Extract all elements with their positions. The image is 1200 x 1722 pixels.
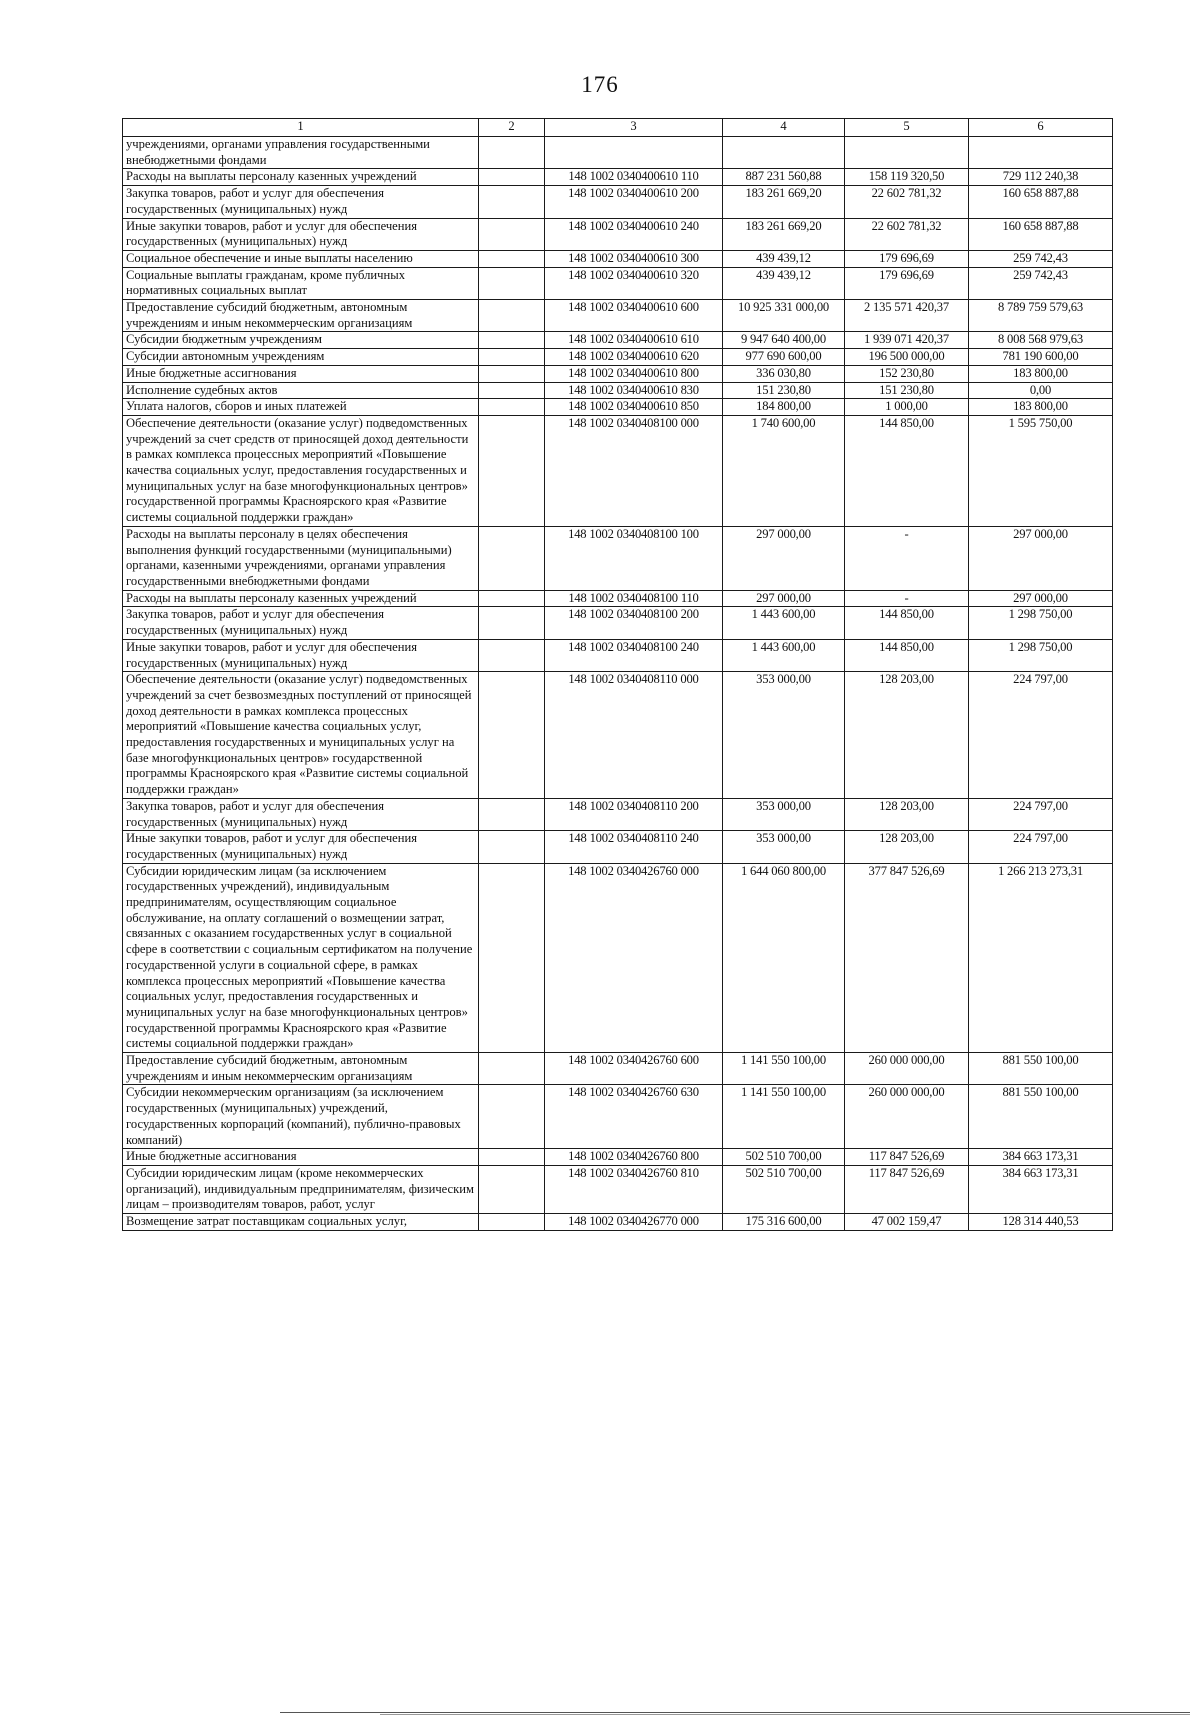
row-name: Субсидии юридическим лицам (кроме некоммерческих организаций), индивидуальным предпринимателям, физическим лицам – производителям товаров, работ, услуг [123, 1166, 479, 1214]
row-name: Закупка товаров, работ и услуг для обеспечения государственных (муниципальных) нужд [123, 607, 479, 639]
row-amount-6: 1 298 750,00 [969, 639, 1113, 671]
row-amount-6: 224 797,00 [969, 831, 1113, 863]
row-amount-6: 128 314 440,53 [969, 1214, 1113, 1231]
row-amount-6: 1 298 750,00 [969, 607, 1113, 639]
row-col2 [479, 169, 545, 186]
row-amount-5: - [845, 590, 969, 607]
row-amount-5: 151 230,80 [845, 382, 969, 399]
row-amount-5: 2 135 571 420,37 [845, 300, 969, 332]
table-row [123, 863, 1113, 1052]
row-amount-5: 47 002 159,47 [845, 1214, 969, 1231]
row-name: Социальное обеспечение и иные выплаты населению [123, 250, 479, 267]
row-amount-6: 297 000,00 [969, 526, 1113, 590]
budget-table [122, 118, 1113, 1231]
table-row [123, 349, 1113, 366]
row-col2 [479, 863, 545, 1052]
row-code: 148 1002 0340400610 830 [545, 382, 723, 399]
row-amount-4: 151 230,80 [723, 382, 845, 399]
row-amount-4: 9 947 640 400,00 [723, 332, 845, 349]
row-name: Закупка товаров, работ и услуг для обеспечения государственных (муниципальных) нужд [123, 798, 479, 830]
row-amount-6: 224 797,00 [969, 798, 1113, 830]
row-col2 [479, 186, 545, 218]
row-amount-5: 196 500 000,00 [845, 349, 969, 366]
row-amount-4: 1 141 550 100,00 [723, 1085, 845, 1149]
table-row [123, 382, 1113, 399]
row-col2 [479, 250, 545, 267]
header-col-5: 5 [845, 119, 969, 137]
table-row [123, 300, 1113, 332]
table-row [123, 1053, 1113, 1085]
table-body [123, 137, 1113, 1231]
table-row [123, 1166, 1113, 1214]
table-row [123, 365, 1113, 382]
row-amount-4: 1 141 550 100,00 [723, 1053, 845, 1085]
row-amount-5: 144 850,00 [845, 639, 969, 671]
row-amount-6: 881 550 100,00 [969, 1053, 1113, 1085]
table-row [123, 639, 1113, 671]
row-col2 [479, 1149, 545, 1166]
table-row [123, 186, 1113, 218]
row-amount-5: 144 850,00 [845, 607, 969, 639]
row-name: Расходы на выплаты персоналу в целях обеспечения выполнения функций государственными (муниципальными) органами, казенными учреждениями, органами управления государственными внебюджетными фондами [123, 526, 479, 590]
row-col2 [479, 399, 545, 416]
row-amount-5: 128 203,00 [845, 798, 969, 830]
row-name: Субсидии автономным учреждениям [123, 349, 479, 366]
row-col2 [479, 1166, 545, 1214]
row-amount-6: 183 800,00 [969, 399, 1113, 416]
row-amount-6: 729 112 240,38 [969, 169, 1113, 186]
row-col2 [479, 267, 545, 299]
row-name: Возмещение затрат поставщикам социальных услуг, [123, 1214, 479, 1231]
row-amount-5: 260 000 000,00 [845, 1053, 969, 1085]
row-amount-5: 128 203,00 [845, 831, 969, 863]
table-row [123, 831, 1113, 863]
row-amount-6: 1 266 213 273,31 [969, 863, 1113, 1052]
row-name: Закупка товаров, работ и услуг для обеспечения государственных (муниципальных) нужд [123, 186, 479, 218]
row-amount-4: 175 316 600,00 [723, 1214, 845, 1231]
row-amount-5: 117 847 526,69 [845, 1166, 969, 1214]
row-amount-5: 158 119 320,50 [845, 169, 969, 186]
row-amount-4: 1 644 060 800,00 [723, 863, 845, 1052]
row-amount-4: 353 000,00 [723, 831, 845, 863]
row-code: 148 1002 0340408100 110 [545, 590, 723, 607]
row-col2 [479, 415, 545, 526]
row-name: Расходы на выплаты персоналу казенных учреждений [123, 590, 479, 607]
row-code: 148 1002 0340408100 200 [545, 607, 723, 639]
row-code: 148 1002 0340426760 000 [545, 863, 723, 1052]
row-amount-4: 1 740 600,00 [723, 415, 845, 526]
row-amount-4: 183 261 669,20 [723, 186, 845, 218]
row-amount-6: 160 658 887,88 [969, 218, 1113, 250]
row-name: Иные закупки товаров, работ и услуг для обеспечения государственных (муниципальных) нужд [123, 218, 479, 250]
row-code [545, 137, 723, 169]
table-row [123, 332, 1113, 349]
table-row [123, 169, 1113, 186]
row-name: Предоставление субсидий бюджетным, автономным учреждениям и иным некоммерческим организациям [123, 300, 479, 332]
row-col2 [479, 526, 545, 590]
row-amount-5: 152 230,80 [845, 365, 969, 382]
row-col2 [479, 137, 545, 169]
row-col2 [479, 382, 545, 399]
table-row [123, 250, 1113, 267]
row-amount-4: 502 510 700,00 [723, 1166, 845, 1214]
row-amount-5: 1 939 071 420,37 [845, 332, 969, 349]
row-amount-4: 1 443 600,00 [723, 607, 845, 639]
row-amount-4: 183 261 669,20 [723, 218, 845, 250]
header-col-4: 4 [723, 119, 845, 137]
row-code: 148 1002 0340426770 000 [545, 1214, 723, 1231]
row-code: 148 1002 0340408100 100 [545, 526, 723, 590]
row-col2 [479, 1053, 545, 1085]
row-col2 [479, 365, 545, 382]
row-amount-6: 297 000,00 [969, 590, 1113, 607]
row-amount-5: 144 850,00 [845, 415, 969, 526]
row-amount-4: 977 690 600,00 [723, 349, 845, 366]
row-col2 [479, 300, 545, 332]
table-row [123, 137, 1113, 169]
header-row [123, 119, 1113, 137]
row-name: Обеспечение деятельности (оказание услуг) подведомственных учреждений за счет безвозмездных поступлений от приносящей доход деятельности в рамках комплекса процессных мероприятий «Повышение качества социальных услуг, предоставления государственных и муниципальных услуг на базе многофункциональных центров» государственной программы Красноярского края «Развитие системы социальной поддержки граждан» [123, 672, 479, 799]
footer-rule-secondary [380, 1714, 1190, 1715]
row-code: 148 1002 0340400610 200 [545, 186, 723, 218]
page-number: 176 [581, 72, 619, 97]
row-name: Иные бюджетные ассигнования [123, 1149, 479, 1166]
row-amount-6: 183 800,00 [969, 365, 1113, 382]
row-name: Обеспечение деятельности (оказание услуг) подведомственных учреждений за счет средств от приносящей доход деятельности в рамках комплекса процессных мероприятий «Повышение качества социальных услуг, предоставления государственных и муниципальных услуг на базе многофункциональных центров» государственной программы Красноярского края «Развитие системы социальной поддержки граждан» [123, 415, 479, 526]
row-amount-5: 128 203,00 [845, 672, 969, 799]
row-amount-4 [723, 137, 845, 169]
row-col2 [479, 798, 545, 830]
table-row [123, 607, 1113, 639]
row-amount-6: 160 658 887,88 [969, 186, 1113, 218]
row-amount-6: 259 742,43 [969, 250, 1113, 267]
row-code: 148 1002 0340426760 630 [545, 1085, 723, 1149]
row-name: учреждениями, органами управления государственными внебюджетными фондами [123, 137, 479, 169]
table-row [123, 798, 1113, 830]
row-col2 [479, 672, 545, 799]
row-code: 148 1002 0340400610 610 [545, 332, 723, 349]
row-amount-6: 8 008 568 979,63 [969, 332, 1113, 349]
row-amount-5: - [845, 526, 969, 590]
row-name: Субсидии юридическим лицам (за исключением государственных учреждений), индивидуальным предпринимателям, осуществляющим социальное обслуживание, на оплату соглашений о возмещении затрат, связанных с оказанием государственных услуг в социальной сфере в соответствии с социальным сертификатом на получение государственной услуги в социальной сфере, в рамках комплекса процессных мероприятий «Повышение качества социальных услуг, предоставления государственных и муниципальных услуг на базе многофункциональных центров» государственной программы Красноярского края «Развитие системы социальной поддержки граждан» [123, 863, 479, 1052]
row-name: Субсидии бюджетным учреждениям [123, 332, 479, 349]
row-code: 148 1002 0340400610 850 [545, 399, 723, 416]
row-amount-4: 502 510 700,00 [723, 1149, 845, 1166]
row-code: 148 1002 0340400610 240 [545, 218, 723, 250]
row-amount-6: 8 789 759 579,63 [969, 300, 1113, 332]
row-amount-4: 353 000,00 [723, 798, 845, 830]
row-col2 [479, 607, 545, 639]
row-code: 148 1002 0340400610 600 [545, 300, 723, 332]
row-amount-5: 22 602 781,32 [845, 218, 969, 250]
header-col-6: 6 [969, 119, 1113, 137]
row-name: Предоставление субсидий бюджетным, автономным учреждениям и иным некоммерческим организациям [123, 1053, 479, 1085]
row-amount-6: 259 742,43 [969, 267, 1113, 299]
row-code: 148 1002 0340426760 800 [545, 1149, 723, 1166]
table-row [123, 1085, 1113, 1149]
row-amount-6: 881 550 100,00 [969, 1085, 1113, 1149]
row-amount-5: 117 847 526,69 [845, 1149, 969, 1166]
row-amount-5: 179 696,69 [845, 267, 969, 299]
row-col2 [479, 639, 545, 671]
table-row [123, 267, 1113, 299]
row-amount-5: 179 696,69 [845, 250, 969, 267]
row-code: 148 1002 0340426760 600 [545, 1053, 723, 1085]
table-row [123, 590, 1113, 607]
row-code: 148 1002 0340400610 110 [545, 169, 723, 186]
row-col2 [479, 831, 545, 863]
row-amount-6: 0,00 [969, 382, 1113, 399]
table-row [123, 1149, 1113, 1166]
row-amount-6: 781 190 600,00 [969, 349, 1113, 366]
row-code: 148 1002 0340426760 810 [545, 1166, 723, 1214]
row-name: Расходы на выплаты персоналу казенных учреждений [123, 169, 479, 186]
footer-rule [280, 1712, 1190, 1713]
row-code: 148 1002 0340408100 240 [545, 639, 723, 671]
row-amount-4: 353 000,00 [723, 672, 845, 799]
row-amount-4: 184 800,00 [723, 399, 845, 416]
row-name: Уплата налогов, сборов и иных платежей [123, 399, 479, 416]
row-amount-6: 224 797,00 [969, 672, 1113, 799]
row-name: Социальные выплаты гражданам, кроме публичных нормативных социальных выплат [123, 267, 479, 299]
row-col2 [479, 1214, 545, 1231]
row-amount-6: 1 595 750,00 [969, 415, 1113, 526]
row-amount-6: 384 663 173,31 [969, 1166, 1113, 1214]
row-name: Исполнение судебных актов [123, 382, 479, 399]
row-amount-4: 297 000,00 [723, 590, 845, 607]
row-code: 148 1002 0340408110 240 [545, 831, 723, 863]
table-row [123, 399, 1113, 416]
row-name: Иные закупки товаров, работ и услуг для обеспечения государственных (муниципальных) нужд [123, 639, 479, 671]
row-amount-5 [845, 137, 969, 169]
row-amount-5: 1 000,00 [845, 399, 969, 416]
header-col-1: 1 [123, 119, 479, 137]
table-row [123, 1214, 1113, 1231]
row-col2 [479, 349, 545, 366]
row-amount-5: 377 847 526,69 [845, 863, 969, 1052]
row-code: 148 1002 0340408110 000 [545, 672, 723, 799]
row-amount-4: 336 030,80 [723, 365, 845, 382]
row-name: Субсидии некоммерческим организациям (за исключением государственных (муниципальных) учреждений, государственных корпораций (компаний), публично-правовых компаний) [123, 1085, 479, 1149]
row-code: 148 1002 0340400610 620 [545, 349, 723, 366]
row-col2 [479, 332, 545, 349]
row-amount-4: 297 000,00 [723, 526, 845, 590]
row-amount-6: 384 663 173,31 [969, 1149, 1113, 1166]
row-name: Иные закупки товаров, работ и услуг для обеспечения государственных (муниципальных) нужд [123, 831, 479, 863]
table-row [123, 526, 1113, 590]
row-code: 148 1002 0340400610 320 [545, 267, 723, 299]
row-code: 148 1002 0340400610 300 [545, 250, 723, 267]
row-col2 [479, 218, 545, 250]
header-col-3: 3 [545, 119, 723, 137]
header-col-2: 2 [479, 119, 545, 137]
row-amount-6 [969, 137, 1113, 169]
table-row [123, 672, 1113, 799]
table-row [123, 218, 1113, 250]
row-amount-4: 439 439,12 [723, 267, 845, 299]
row-code: 148 1002 0340408100 000 [545, 415, 723, 526]
row-code: 148 1002 0340400610 800 [545, 365, 723, 382]
row-amount-5: 260 000 000,00 [845, 1085, 969, 1149]
row-amount-4: 887 231 560,88 [723, 169, 845, 186]
row-amount-4: 10 925 331 000,00 [723, 300, 845, 332]
row-name: Иные бюджетные ассигнования [123, 365, 479, 382]
row-amount-4: 1 443 600,00 [723, 639, 845, 671]
row-amount-5: 22 602 781,32 [845, 186, 969, 218]
row-col2 [479, 1085, 545, 1149]
row-col2 [479, 590, 545, 607]
row-amount-4: 439 439,12 [723, 250, 845, 267]
table-row [123, 415, 1113, 526]
row-code: 148 1002 0340408110 200 [545, 798, 723, 830]
